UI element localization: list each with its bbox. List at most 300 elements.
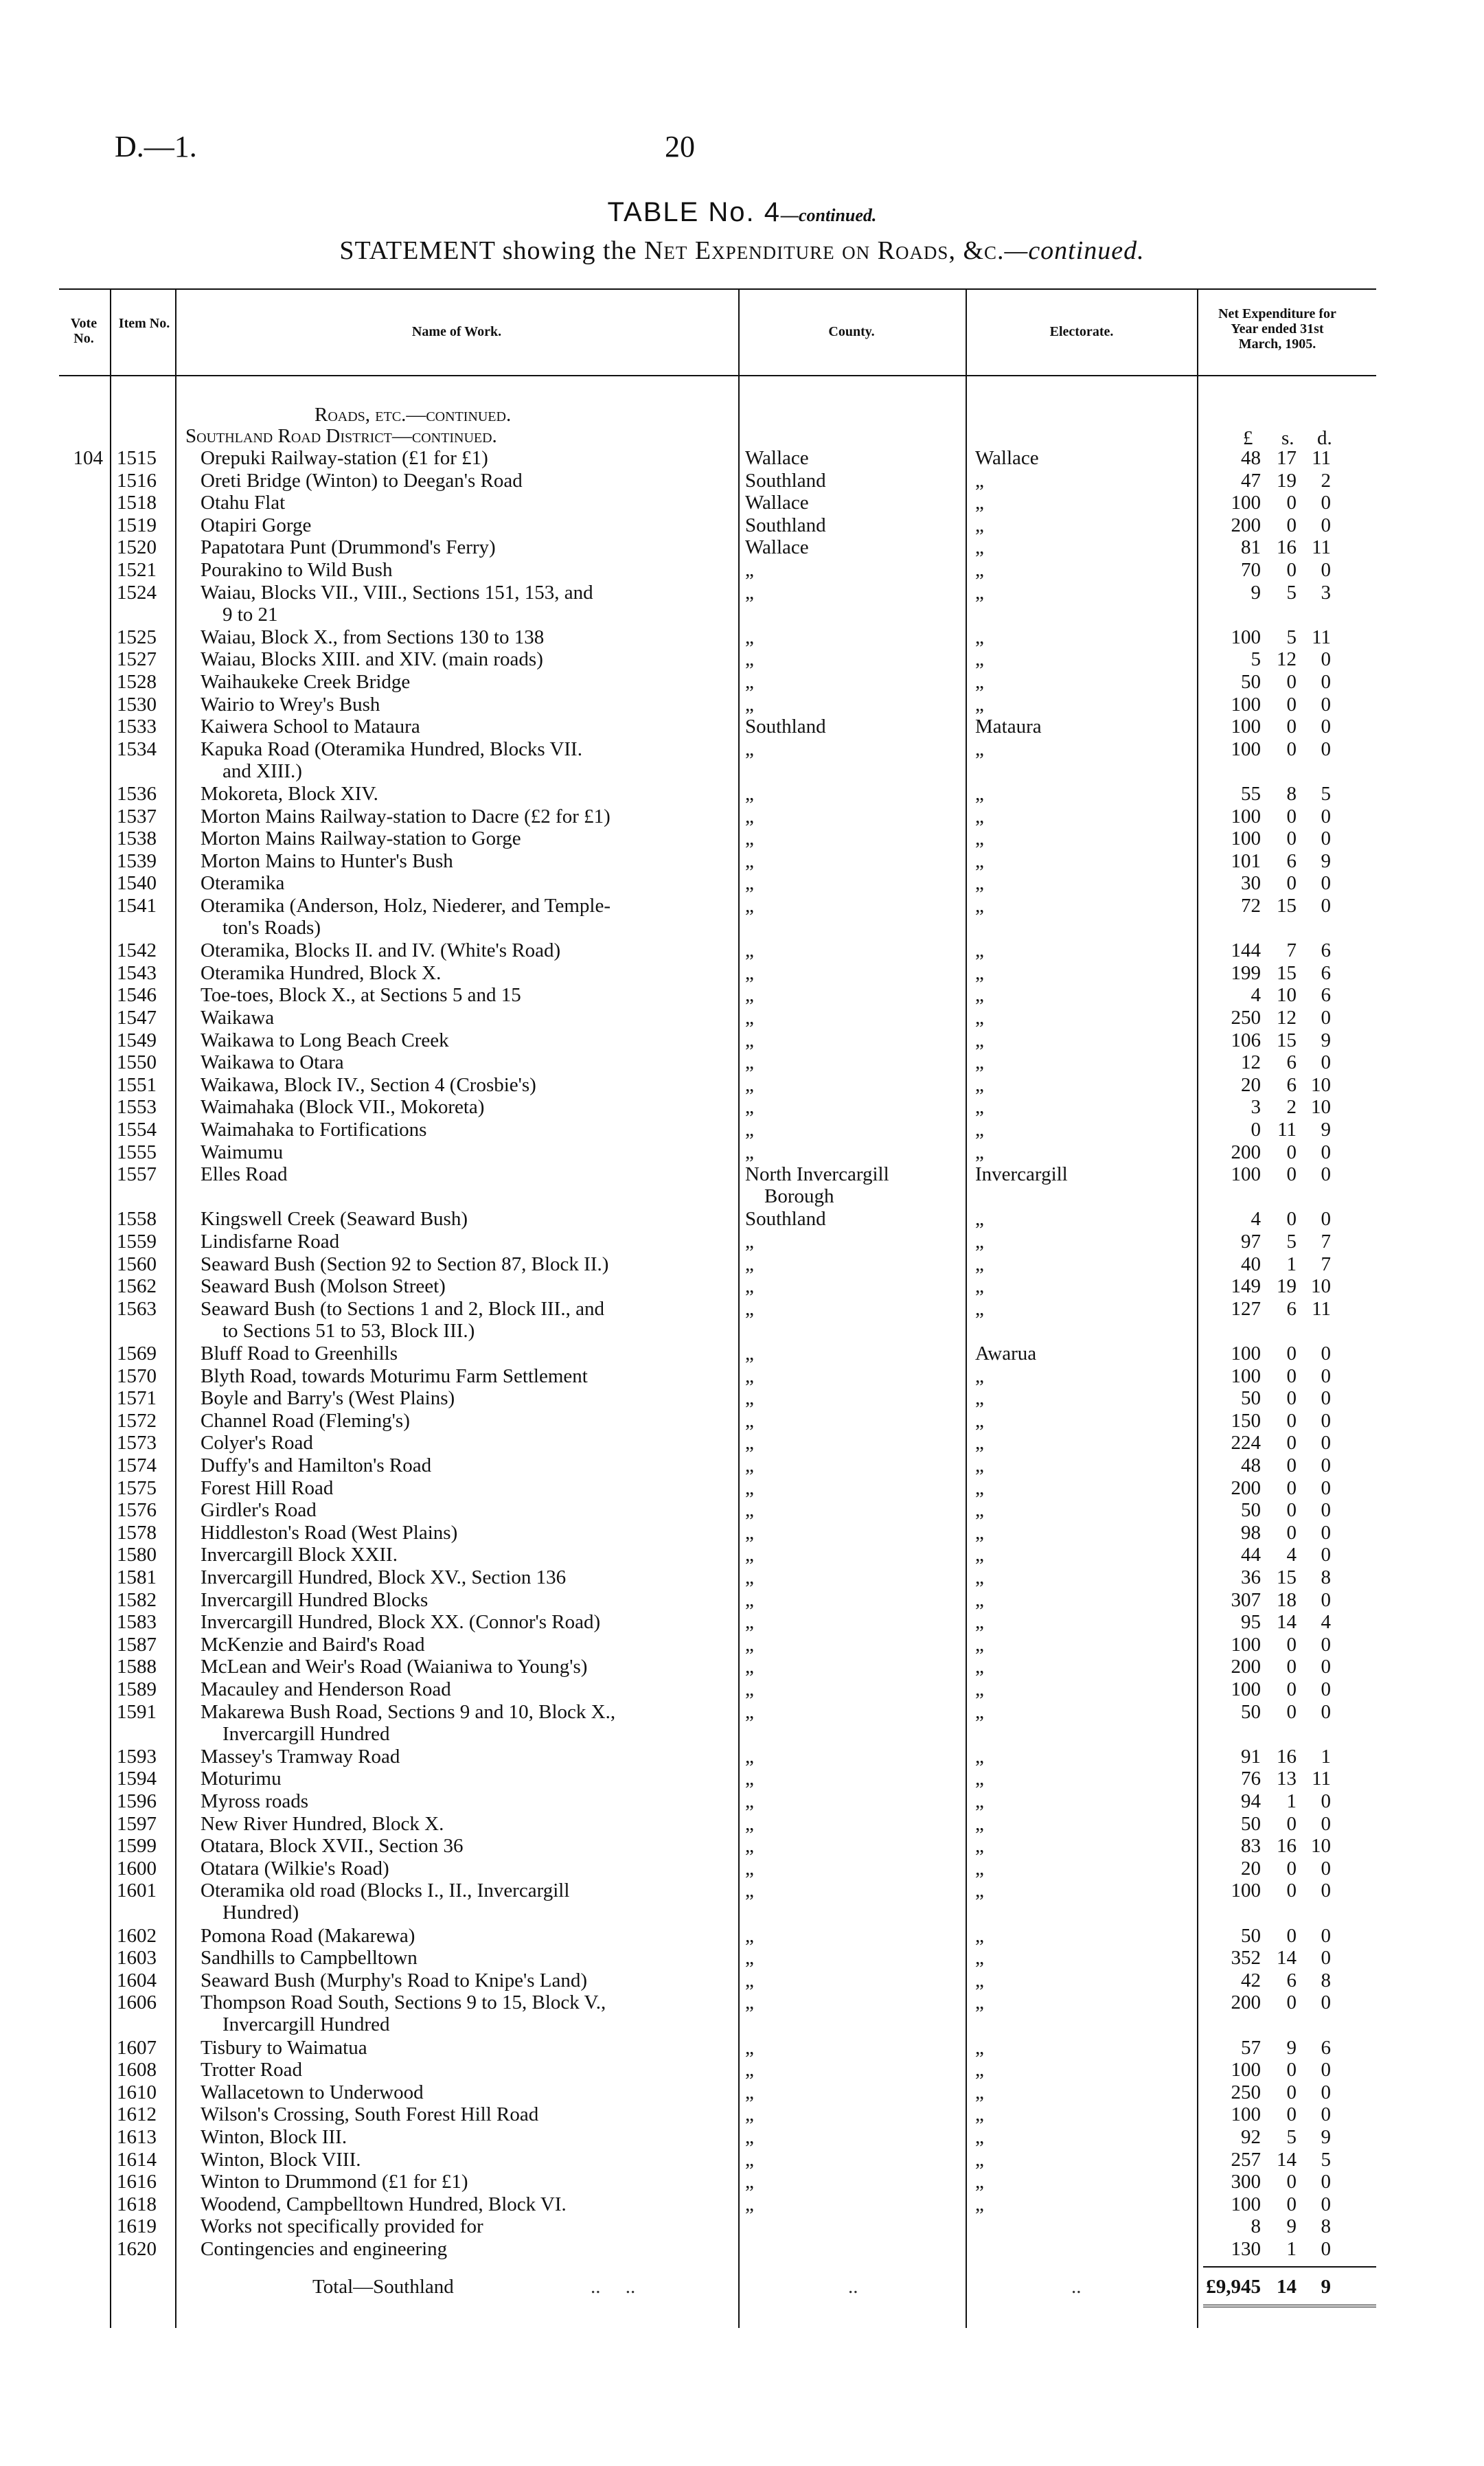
work-name-line: Invercargill Block XXII. — [201, 1544, 398, 1566]
col-divider-item — [175, 288, 176, 2328]
county-name: „ — [745, 1880, 754, 1902]
county-name: „ — [745, 939, 754, 962]
item-number: 1599 — [117, 1835, 157, 1858]
item-number: 1619 — [117, 2215, 157, 2238]
work-name-line: Seaward Bush (to Sections 1 and 2, Block III., and — [201, 1297, 604, 1320]
electorate-name: „ — [975, 1790, 984, 1812]
county-cell — [745, 939, 958, 961]
electorate-name: „ — [975, 984, 984, 1007]
item-number: 1563 — [117, 1297, 157, 1320]
total-leader: .. .. — [591, 2276, 636, 2298]
item-number: 1519 — [117, 514, 157, 536]
work-name-line: Waiau, Blocks VII., VIII., Sections 151, 153, and — [201, 581, 593, 604]
work-name — [201, 2193, 726, 2215]
county-name: „ — [745, 1656, 754, 1678]
amount-pounds: 50 — [1241, 671, 1261, 693]
work-name — [201, 1947, 726, 1969]
county-cell — [745, 872, 958, 894]
amount-pence: 0 — [1321, 738, 1331, 760]
item-number: 1530 — [117, 693, 157, 716]
county-cell — [745, 1835, 958, 1857]
county-name: „ — [745, 895, 754, 917]
amount-shillings: 0 — [1286, 1678, 1297, 1700]
amount-pence: 1 — [1321, 1745, 1331, 1768]
electorate-name: „ — [975, 1476, 984, 1499]
item-number: 1588 — [117, 1656, 157, 1678]
county-name: „ — [745, 984, 754, 1007]
amount-pence: 0 — [1321, 1790, 1331, 1812]
work-name-line: Duffy's and Hamilton's Road — [201, 1454, 432, 1476]
county-cell — [745, 783, 958, 805]
work-name-line: Wairio to Wrey's Bush — [201, 693, 380, 716]
page-number: 20 — [665, 130, 695, 163]
county-name: „ — [745, 1544, 754, 1566]
amount-pounds: 4 — [1251, 1208, 1261, 1231]
county-name: „ — [745, 1297, 754, 1320]
county-name-continuation: Borough — [764, 1185, 834, 1208]
item-number: 1580 — [117, 1544, 157, 1566]
electorate-name: „ — [975, 895, 984, 917]
amount-pounds: 50 — [1241, 1924, 1261, 1947]
amount-pounds: 100 — [1231, 1678, 1261, 1700]
amount-pence: 0 — [1321, 1700, 1331, 1723]
work-name-line: Woodend, Campbelltown Hundred, Block VI. — [201, 2193, 567, 2215]
work-name-continuation: to Sections 51 to 53, Block III.) — [222, 1319, 475, 1342]
currency-pence-heading: d. — [1317, 427, 1332, 449]
amount-shillings: 7 — [1286, 939, 1297, 962]
currency-pounds-heading: £ — [1243, 427, 1253, 449]
work-name-line: New River Hundred, Block X. — [201, 1812, 444, 1835]
amount-shillings: 14 — [1277, 1611, 1297, 1634]
col-divider-name — [738, 288, 740, 2328]
amount-shillings: 6 — [1286, 1969, 1297, 1991]
table-title-main: TABLE No. 4 — [607, 197, 781, 227]
amount-pounds: 50 — [1241, 1700, 1261, 1723]
item-number: 1572 — [117, 1409, 157, 1432]
amount-pounds: 100 — [1231, 1633, 1261, 1656]
amount-pounds: 100 — [1231, 1365, 1261, 1387]
work-name — [201, 1611, 726, 1633]
amount-shillings: 0 — [1286, 2081, 1297, 2103]
work-name — [201, 783, 726, 805]
amount-shillings: 0 — [1286, 1812, 1297, 1835]
amount-pence: 0 — [1321, 1007, 1331, 1029]
item-number: 1559 — [117, 1231, 157, 1253]
county-cell — [745, 1007, 958, 1029]
subtitle-suffix: —continued. — [1004, 236, 1145, 265]
col-divider-electorate — [1197, 288, 1198, 2328]
district-heading: Southland Road District—continued. — [185, 425, 497, 447]
item-number: 1546 — [117, 984, 157, 1007]
county-name: „ — [745, 1051, 754, 1074]
amount-pence: 0 — [1321, 1947, 1331, 1970]
amount-shillings: 0 — [1286, 1633, 1297, 1656]
electorate-name: „ — [975, 1073, 984, 1096]
work-name — [201, 872, 726, 894]
county-name: „ — [745, 872, 754, 895]
county-cell — [745, 1746, 958, 1768]
amount-pounds: 36 — [1241, 1566, 1261, 1588]
county-name: Wallace — [745, 536, 809, 559]
county-cell — [745, 582, 958, 604]
item-number: 1581 — [117, 1566, 157, 1588]
electorate-name: „ — [975, 738, 984, 760]
amount-pence: 10 — [1311, 1073, 1331, 1096]
county-cell — [745, 1051, 958, 1073]
amount-pence: 0 — [1321, 2193, 1331, 2215]
total-rule — [1203, 2266, 1376, 2268]
county-name: „ — [745, 1029, 754, 1051]
work-name — [201, 1499, 726, 1521]
amount-shillings: 18 — [1277, 1588, 1297, 1611]
amount-pence: 0 — [1321, 1544, 1331, 1566]
county-cell — [745, 1611, 958, 1633]
header-name-of-work: Name of Work. — [411, 324, 502, 339]
amount-shillings: 0 — [1286, 1365, 1297, 1387]
work-name — [201, 1589, 726, 1611]
amount-pence: 8 — [1321, 1566, 1331, 1588]
total-pounds: £9,945 — [1206, 2276, 1261, 2298]
work-name-line: Boyle and Barry's (West Plains) — [201, 1387, 455, 1410]
item-number: 1608 — [117, 2059, 157, 2081]
work-name — [201, 1231, 726, 1253]
county-name: „ — [745, 693, 754, 716]
amount-pounds: 40 — [1241, 1253, 1261, 1275]
county-name: „ — [745, 1991, 754, 2014]
county-name: „ — [745, 2193, 754, 2215]
table-subtitle — [0, 236, 1484, 266]
work-name — [201, 1678, 726, 1700]
work-name-line: McLean and Weir's Road (Waianiwa to Young's) — [201, 1656, 588, 1678]
work-name-line: Wallacetown to Underwood — [201, 2081, 424, 2103]
electorate-name: „ — [975, 1880, 984, 1902]
county-cell — [745, 1275, 958, 1297]
amount-pounds: 300 — [1231, 2171, 1261, 2193]
electorate-name: „ — [975, 492, 984, 514]
item-number: 1543 — [117, 961, 157, 984]
county-cell — [745, 514, 958, 536]
work-name — [201, 648, 726, 670]
amount-shillings: 1 — [1286, 1790, 1297, 1812]
work-name — [201, 716, 726, 738]
amount-pence: 5 — [1321, 2148, 1331, 2171]
item-number: 1582 — [117, 1588, 157, 1611]
electorate-name: „ — [975, 1029, 984, 1051]
work-name — [201, 1477, 726, 1499]
amount-pounds: 42 — [1241, 1969, 1261, 1991]
county-name: „ — [745, 2103, 754, 2126]
amount-pence: 9 — [1321, 2126, 1331, 2148]
work-name — [201, 1007, 726, 1029]
work-name — [201, 1813, 726, 1835]
header-item-no: Item No. — [118, 316, 170, 331]
work-name-line: Seaward Bush (Murphy's Road to Knipe's Land) — [201, 1969, 587, 1991]
electorate-name: „ — [975, 1297, 984, 1320]
amount-pence: 9 — [1321, 1119, 1331, 1141]
amount-shillings: 2 — [1286, 1096, 1297, 1119]
amount-pounds: 100 — [1231, 2193, 1261, 2215]
amount-pounds: 250 — [1231, 1007, 1261, 1029]
county-cell — [745, 648, 958, 670]
work-name — [201, 1634, 726, 1656]
county-name: „ — [745, 961, 754, 984]
amount-shillings: 0 — [1286, 1991, 1297, 2014]
amount-pounds: 307 — [1231, 1588, 1261, 1611]
work-name-line: Waikawa, Block IV., Section 4 (Crosbie's) — [201, 1073, 536, 1096]
amount-shillings: 6 — [1286, 1051, 1297, 1074]
county-cell — [745, 1163, 958, 1207]
electorate-name: „ — [975, 1051, 984, 1074]
item-number: 1557 — [117, 1163, 157, 1186]
county-name: „ — [745, 1432, 754, 1454]
item-number: 1541 — [117, 895, 157, 917]
work-name — [201, 514, 726, 536]
table-title-suffix: —continued. — [781, 205, 877, 225]
county-name: „ — [745, 559, 754, 581]
amount-shillings: 6 — [1286, 1073, 1297, 1096]
amount-shillings: 15 — [1277, 1566, 1297, 1588]
work-name-line: Oteramika old road (Blocks I., II., Invercargill — [201, 1880, 570, 1902]
work-name — [201, 2149, 726, 2171]
amount-shillings: 12 — [1277, 1007, 1297, 1029]
county-name: „ — [745, 626, 754, 648]
amount-pence: 0 — [1321, 1880, 1331, 1902]
county-cell — [745, 1813, 958, 1835]
item-number: 1550 — [117, 1051, 157, 1074]
work-name — [201, 1141, 726, 1163]
item-number: 1616 — [117, 2171, 157, 2193]
electorate-name: „ — [975, 1409, 984, 1432]
county-name: Southland — [745, 469, 826, 492]
amount-shillings: 0 — [1286, 1163, 1297, 1186]
county-name: „ — [745, 1745, 754, 1768]
county-name: „ — [745, 1947, 754, 1970]
amount-pence: 0 — [1321, 1991, 1331, 2014]
county-cell — [745, 1253, 958, 1275]
electorate-name: „ — [975, 1544, 984, 1566]
county-cell — [745, 2171, 958, 2193]
amount-pounds: 76 — [1241, 1768, 1261, 1790]
amount-pounds: 127 — [1231, 1297, 1261, 1320]
section-heading: Roads, etc.—continued. — [315, 404, 512, 426]
work-name-continuation: Invercargill Hundred — [222, 1722, 390, 1745]
work-name-continuation: ton's Roads) — [222, 917, 321, 939]
county-name: „ — [745, 1253, 754, 1275]
amount-shillings: 0 — [1286, 2059, 1297, 2081]
amount-shillings: 0 — [1286, 671, 1297, 693]
work-name-line: Massey's Tramway Road — [201, 1745, 400, 1768]
county-name: North Invercargill — [745, 1163, 889, 1186]
amount-shillings: 6 — [1286, 1297, 1297, 1320]
amount-shillings: 0 — [1286, 827, 1297, 850]
county-cell — [745, 1790, 958, 1812]
amount-pounds: 12 — [1241, 1051, 1261, 1074]
county-name: „ — [745, 581, 754, 604]
item-number: 1602 — [117, 1924, 157, 1947]
amount-shillings: 0 — [1286, 2103, 1297, 2126]
amount-pounds: 144 — [1231, 939, 1261, 962]
amount-shillings: 15 — [1277, 961, 1297, 984]
county-cell — [745, 1365, 958, 1387]
work-name — [201, 582, 726, 626]
work-name-line: Invercargill Hundred Blocks — [201, 1588, 429, 1611]
amount-shillings: 0 — [1286, 1432, 1297, 1454]
work-name — [201, 962, 726, 984]
county-name: „ — [745, 805, 754, 827]
amount-pounds: 200 — [1231, 1656, 1261, 1678]
electorate-name: „ — [975, 805, 984, 827]
amount-shillings: 5 — [1286, 1231, 1297, 1253]
county-cell — [745, 984, 958, 1006]
item-number: 1515 — [117, 447, 157, 469]
electorate-name: „ — [975, 1633, 984, 1656]
electorate-name: „ — [975, 1387, 984, 1410]
electorate-name: „ — [975, 1141, 984, 1163]
amount-pounds: 83 — [1241, 1835, 1261, 1858]
work-name-line: Otatara, Block XVII., Section 36 — [201, 1835, 464, 1858]
county-name: „ — [745, 1476, 754, 1499]
county-cell — [745, 1701, 958, 1723]
work-name-line: Pourakino to Wild Bush — [201, 559, 393, 581]
amount-shillings: 9 — [1286, 2215, 1297, 2238]
work-name — [201, 2037, 726, 2059]
work-name-continuation: and XIII.) — [222, 760, 302, 782]
work-name — [201, 1566, 726, 1588]
county-cell — [745, 1343, 958, 1365]
amount-pence: 0 — [1321, 693, 1331, 716]
county-cell — [745, 1410, 958, 1432]
amount-shillings: 0 — [1286, 2193, 1297, 2215]
county-name: „ — [745, 671, 754, 693]
work-name-line: Kaiwera School to Mataura — [201, 716, 420, 738]
amount-pence: 6 — [1321, 939, 1331, 962]
electorate-name: „ — [975, 1096, 984, 1119]
electorate-name: „ — [975, 693, 984, 716]
item-number: 1594 — [117, 1768, 157, 1790]
county-name: „ — [745, 1141, 754, 1163]
work-name-line: Works not specifically provided for — [201, 2215, 483, 2238]
county-cell — [745, 447, 958, 469]
county-cell — [745, 1298, 958, 1320]
item-number: 1524 — [117, 581, 157, 604]
amount-pounds: 100 — [1231, 716, 1261, 738]
item-number: 1620 — [117, 2238, 157, 2260]
electorate-name: „ — [975, 1499, 984, 1522]
amount-pounds: 100 — [1231, 2103, 1261, 2126]
electorate-name: „ — [975, 1924, 984, 1947]
total-shillings: 14 — [1277, 2276, 1297, 2298]
county-name: „ — [745, 2148, 754, 2171]
amount-pounds: 100 — [1231, 693, 1261, 716]
work-name — [201, 1790, 726, 1812]
work-name-line: Makarewa Bush Road, Sections 9 and 10, Block X., — [201, 1700, 616, 1723]
electorate-name: „ — [975, 1275, 984, 1298]
county-cell — [745, 716, 958, 738]
amount-pence: 0 — [1321, 2103, 1331, 2126]
amount-pounds: 200 — [1231, 1991, 1261, 2014]
amount-pounds: 20 — [1241, 1073, 1261, 1096]
header-vote-no: Vote No. — [70, 316, 98, 346]
amount-pounds: 100 — [1231, 2059, 1261, 2081]
amount-pounds: 200 — [1231, 1476, 1261, 1499]
county-cell — [745, 1656, 958, 1678]
amount-shillings: 0 — [1286, 559, 1297, 581]
item-number: 1597 — [117, 1812, 157, 1835]
amount-pounds: 100 — [1231, 492, 1261, 514]
item-number: 1573 — [117, 1432, 157, 1454]
work-name — [201, 806, 726, 827]
item-number: 1538 — [117, 827, 157, 850]
amount-pence: 10 — [1311, 1275, 1331, 1298]
amount-pounds: 200 — [1231, 514, 1261, 536]
county-cell — [745, 492, 958, 514]
amount-pence: 0 — [1321, 1924, 1331, 1947]
work-name-line: Colyer's Road — [201, 1432, 313, 1454]
item-number: 1558 — [117, 1208, 157, 1231]
amount-pence: 7 — [1321, 1231, 1331, 1253]
item-number: 1520 — [117, 536, 157, 559]
county-name: „ — [745, 738, 754, 760]
amount-pounds: 101 — [1231, 849, 1261, 872]
county-name: „ — [745, 849, 754, 872]
amount-pounds: 81 — [1241, 536, 1261, 559]
electorate-name: Invercargill — [975, 1163, 1068, 1186]
work-name — [201, 1454, 726, 1476]
item-number: 1560 — [117, 1253, 157, 1275]
county-cell — [745, 1231, 958, 1253]
item-number: 1596 — [117, 1790, 157, 1812]
work-name — [201, 626, 726, 648]
county-cell — [745, 1634, 958, 1656]
county-cell — [745, 827, 958, 849]
amount-pence: 0 — [1321, 827, 1331, 850]
work-name-line: Waiau, Blocks XIII. and XIV. (main roads) — [201, 648, 543, 671]
work-name-line: Papatotara Punt (Drummond's Ferry) — [201, 536, 496, 559]
electorate-name: „ — [975, 1521, 984, 1544]
amount-pence: 11 — [1312, 536, 1331, 559]
work-name-line: Winton, Block III. — [201, 2126, 347, 2148]
amount-pounds: 92 — [1241, 2126, 1261, 2148]
amount-pence: 11 — [1312, 1768, 1331, 1790]
amount-pence: 0 — [1321, 671, 1331, 693]
amount-shillings: 16 — [1277, 536, 1297, 559]
county-name: „ — [745, 1790, 754, 1812]
county-cell — [745, 2149, 958, 2171]
county-cell — [745, 2103, 958, 2125]
work-name — [201, 1522, 726, 1544]
work-name-line: Morton Mains Railway-station to Dacre (£2 for £1) — [201, 805, 610, 827]
amount-pence: 0 — [1321, 1454, 1331, 1476]
amount-pence: 0 — [1321, 2238, 1331, 2260]
amount-pence: 0 — [1321, 1656, 1331, 1678]
work-name — [201, 1387, 726, 1409]
amount-shillings: 0 — [1286, 1924, 1297, 1947]
amount-shillings: 0 — [1286, 1454, 1297, 1476]
amount-pence: 0 — [1321, 2059, 1331, 2081]
item-number: 1603 — [117, 1947, 157, 1970]
amount-pence: 0 — [1321, 1812, 1331, 1835]
amount-shillings: 19 — [1277, 469, 1297, 492]
work-name-line: Waihaukeke Creek Bridge — [201, 671, 411, 693]
county-cell — [745, 1589, 958, 1611]
amount-pounds: 57 — [1241, 2036, 1261, 2059]
amount-pounds: 0 — [1251, 1119, 1261, 1141]
county-name: Wallace — [745, 447, 809, 469]
county-cell — [745, 1141, 958, 1163]
work-name-line: Channel Road (Fleming's) — [201, 1409, 410, 1432]
work-name-line: Invercargill Hundred, Block XX. (Connor's Road) — [201, 1611, 601, 1634]
amount-pence: 10 — [1311, 1096, 1331, 1119]
